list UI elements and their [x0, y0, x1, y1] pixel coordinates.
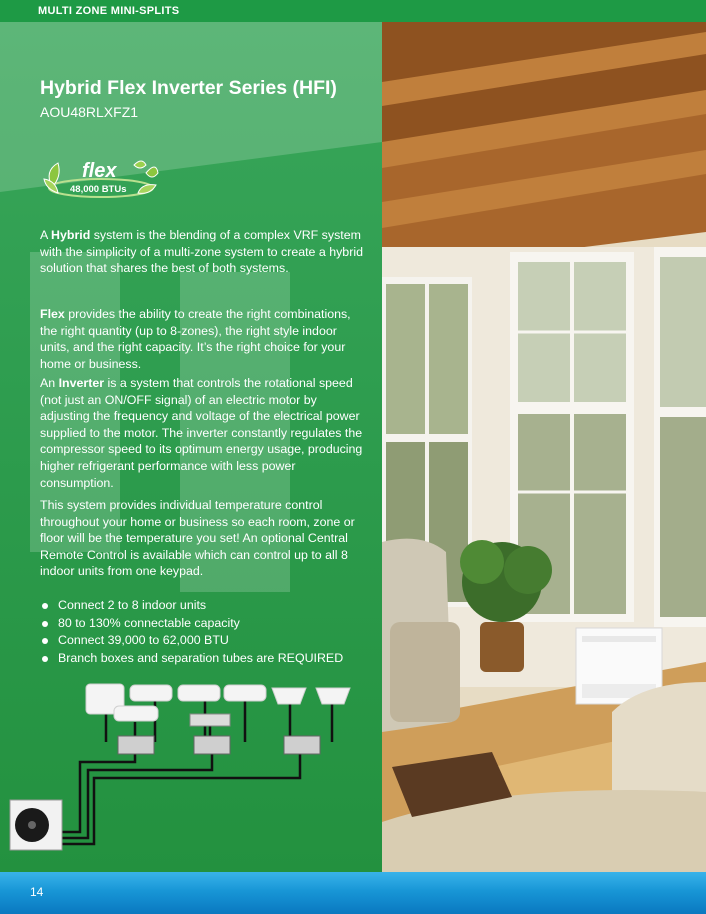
section-title: MULTI ZONE MINI-SPLITS: [38, 5, 180, 17]
indoor-unit: [224, 685, 266, 701]
paragraph-flex: Flex provides the ability to create the right combinations, the right quantity (up to 8-zones), the right style indoor units, and the right capacity. It’s the right choice for your home or business.: [40, 307, 351, 371]
logo-word: flex: [82, 160, 117, 182]
flex-logo: [42, 157, 160, 203]
page-number: 14: [30, 885, 44, 899]
list-item: Branch boxes and separation tubes are REQUIRED: [40, 650, 370, 668]
cassette-unit: [316, 688, 350, 704]
outdoor-unit: [10, 800, 62, 850]
list-item: 80 to 130% connectable capacity: [40, 615, 370, 633]
paragraph-temperature-control: This system provides individual temperature control throughout your home or business so each room, zone or floor will be the temperature you set! An optional Central Remote Control is available which can control up to all 8 indoor units from one keypad.: [40, 498, 355, 579]
cassette-unit: [272, 688, 306, 704]
logo-btu: 48,000 BTUs: [70, 184, 127, 195]
branch-box: [284, 736, 320, 754]
branch-box: [194, 736, 230, 754]
feature-list: [40, 597, 370, 667]
model-number: AOU48RLXFZ1: [40, 104, 139, 120]
indoor-units: [86, 684, 350, 726]
product-title: Hybrid Flex Inverter Series (HFI): [40, 77, 337, 99]
sunroom-photo: [382, 22, 706, 872]
system-diagram: [0, 682, 382, 872]
list-item: Connect 2 to 8 indoor units: [40, 597, 370, 615]
list-item: Connect 39,000 to 62,000 BTU: [40, 632, 370, 650]
ducted-unit: [190, 714, 230, 726]
paragraph-hybrid: A Hybrid system is the blending of a complex VRF system with the simplicity of a multi-zone system to create a hybrid solution that shares the best of both systems.: [40, 228, 363, 276]
branch-box: [118, 736, 154, 754]
branch-boxes: [118, 736, 320, 754]
page-footer: [0, 872, 706, 914]
paragraph-inverter: An Inverter is a system that controls the rotational speed (not just an ON/OFF signal) of an electric motor by adjusting the frequency and voltage of the electrical power supplied to the motor. The inverter constantly regulates the compressor speed to its optimum energy usage, producing higher refrigerant performance with less power consumption.: [40, 376, 363, 490]
indoor-unit: [130, 685, 172, 701]
sunroom-illustration: [382, 22, 706, 872]
indoor-unit: [178, 685, 220, 701]
section-header-bar: [0, 0, 706, 22]
indoor-unit: [114, 706, 158, 721]
